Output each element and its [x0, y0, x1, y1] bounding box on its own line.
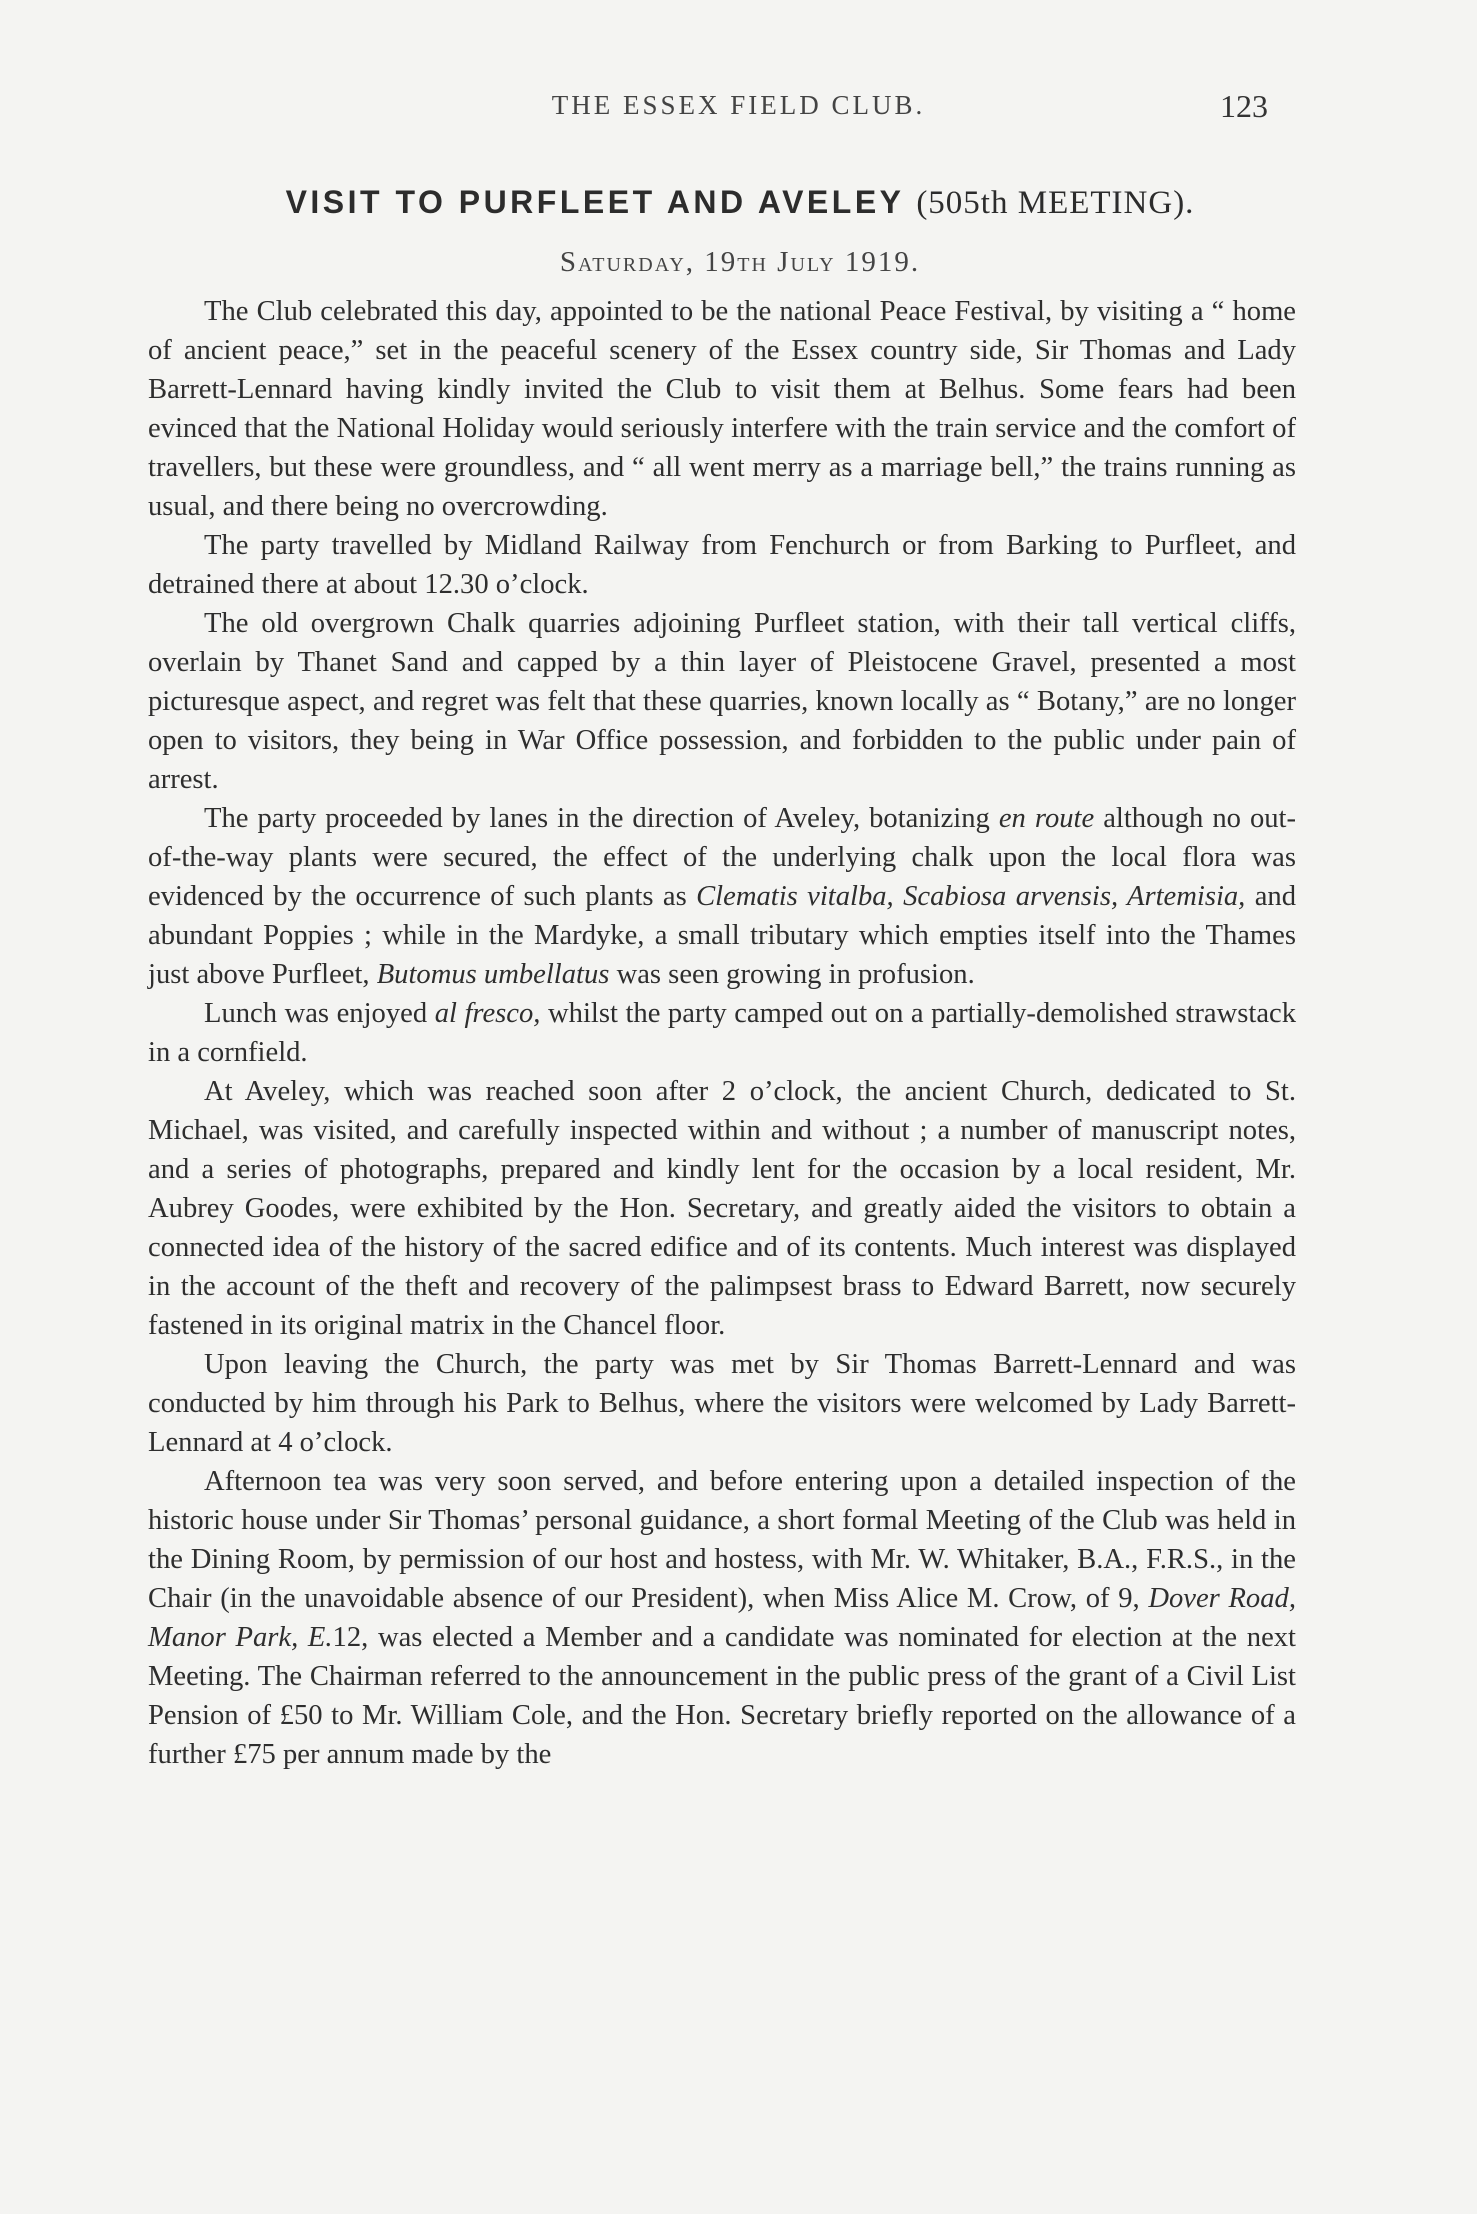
text-run: whilst the party camped out on a partially-demolished strawstack in a cornfield. — [148, 998, 1297, 1068]
paragraph: The party travelled by Midland Railway from Fenchurch or from Barking to Purfleet, and detrained there at about 12.30 o’clock. — [148, 530, 1296, 600]
text-run: The party proceeded by lanes in the direction of Aveley, botanizing — [204, 803, 999, 834]
paragraph: The Club celebrated this day, appointed to be the national Peace Festival, by visiting a “ home of ancient peace,” set in the peaceful scenery of the Essex country side, Sir Thomas and Lady Barrett-Lennard having kindly invited the Club to visit them at Belhus. Some fears had been evinced that the National Holiday would seriously interfere with the train service and the comfort of travellers, but these were groundless, and “ all went merry as a marriage bell,” the trains running as usual, and there being no overcrowding. — [148, 296, 1296, 522]
article-title-meeting: (505th MEETING). — [916, 185, 1195, 221]
text-run: although no out-of-the-way plants were secured, the effect of the underlying chalk upon the local flora was evidenced by the occurrence of such plants as — [148, 803, 1297, 912]
paragraph — [148, 799, 1296, 994]
text-run: Lunch was enjoyed — [204, 998, 435, 1029]
paragraph — [148, 1462, 1296, 1774]
text-run: was seen growing in profusion. — [609, 959, 975, 990]
text-run: 12, was elected a Member and a candidate was nominated for election at the next Meeting. The Chairman referred to the announcement in the public press of the grant of a Civil List Pension of £50 to Mr. William Cole, and the Hon. Secretary briefly reported on the allowance of a further £75 per annum made by the — [148, 1622, 1296, 1770]
paragraph: At Aveley, which was reached soon after 2 o’clock, the ancient Church, dedicated to St. Michael, was visited, and carefully inspected within and without ; a number of manuscript notes, and a series of photographs, prepared and kindly lent for the occasion by a local resident, Mr. Aubrey Goodes, were exhibited by the Hon. Secretary, and greatly aided the visitors to obtain a connected idea of the history of the sacred edifice and of its contents. Much interest was displayed in the account of the theft and recovery of the palimpsest brass to Edward Barrett, now securely fastened in its original matrix in the Chancel floor. — [148, 1076, 1296, 1341]
italic-text: Butomus umbellatus — [376, 959, 610, 990]
article-title — [150, 184, 1330, 222]
italic-text: al fresco, — [434, 998, 541, 1029]
article-body — [148, 292, 1296, 1774]
italic-text: Clematis vitalba, Scabiosa arvensis, Artemisia, — [696, 881, 1246, 912]
paragraph — [148, 994, 1296, 1072]
article-title-main: VISIT TO PURFLEET AND AVELEY — [285, 184, 904, 220]
italic-text: en route — [998, 803, 1095, 834]
page-number: 123 — [1220, 88, 1268, 124]
paragraph: The old overgrown Chalk quarries adjoining Purfleet station, with their tall vertical cliffs, overlain by Thanet Sand and capped by a thin layer of Pleistocene Gravel, presented a most picturesque aspect, and regret was felt that these quarries, known locally as “ Botany,” are no longer open to visitors, they being in War Office possession, and forbidden to the public under pain of arrest. — [148, 608, 1296, 795]
text-run: and abundant Poppies ; while in the Mardyke, a small tributary which empties itself into the Thames just above Purfleet, — [148, 881, 1296, 990]
running-title: THE ESSEX FIELD CLUB. — [551, 90, 926, 120]
text-run: Afternoon tea was very soon served, and before entering upon a detailed inspection of the historic house under Sir Thomas’ personal guidance, a short formal Meeting of the Club was held in the Dining Room, by permission of our host and hostess, with Mr. W. Whitaker, B.A., F.R.S., in the Chair (in the unavoidable absence of our President), when Miss Alice M. Crow, of 9, — [148, 1466, 1296, 1614]
running-head — [0, 88, 1477, 128]
italic-text: Dover Road, Manor Park, E. — [148, 1583, 1296, 1653]
paragraph: Upon leaving the Church, the party was met by Sir Thomas Barrett-Lennard and was conducted by him through his Park to Belhus, where the visitors were welcomed by Lady Barrett-Lennard at 4 o’clock. — [148, 1349, 1296, 1458]
meeting-date: Saturday, 19th July 1919. — [559, 246, 921, 278]
